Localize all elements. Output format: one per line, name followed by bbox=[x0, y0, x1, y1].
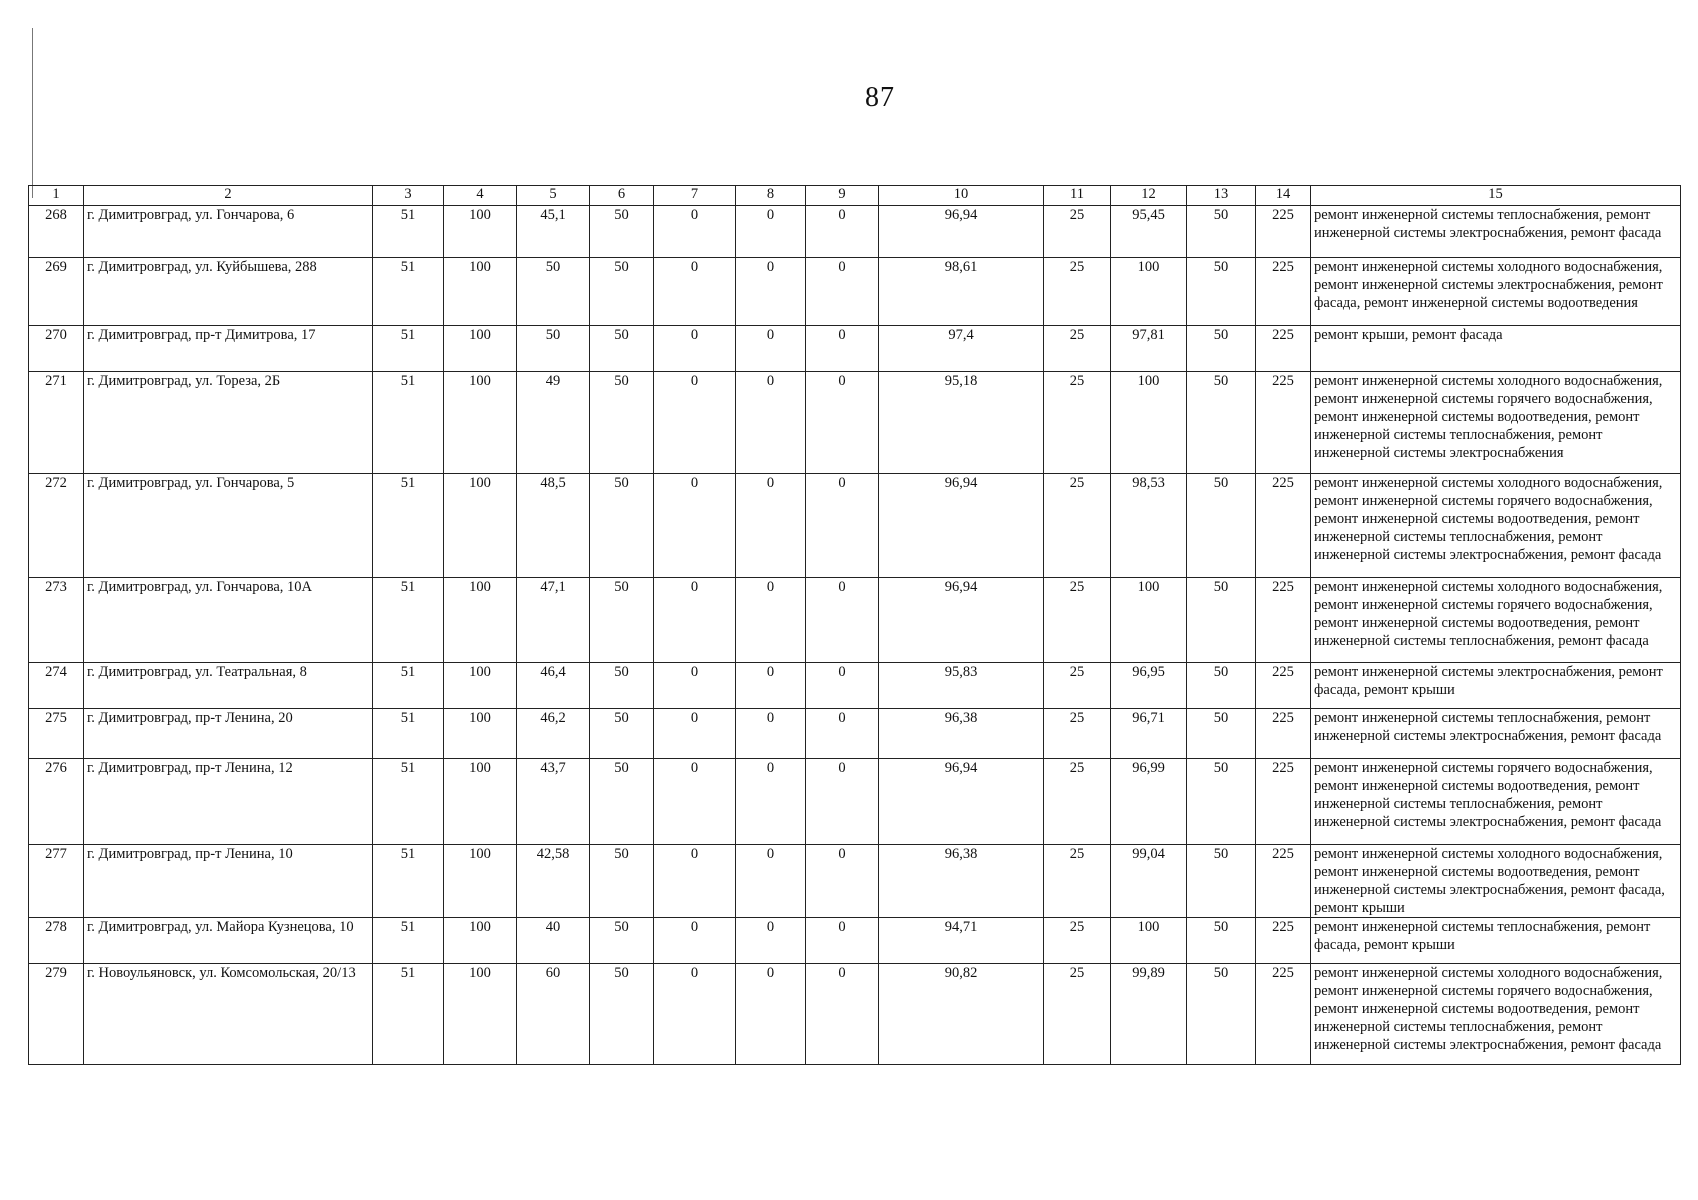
column-header: 14 bbox=[1256, 186, 1311, 206]
table-cell: 0 bbox=[654, 964, 736, 1065]
table-cell: 48,5 bbox=[517, 474, 590, 578]
table-cell: г. Димитровград, ул. Гончарова, 6 bbox=[84, 206, 373, 258]
table-cell: 50 bbox=[590, 845, 654, 918]
table-cell: 45,1 bbox=[517, 206, 590, 258]
table-cell: 0 bbox=[736, 964, 806, 1065]
table-cell: 50 bbox=[590, 964, 654, 1065]
table-cell: 25 bbox=[1044, 759, 1111, 845]
table-cell: г. Димитровград, пр-т Ленина, 12 bbox=[84, 759, 373, 845]
table-cell: 25 bbox=[1044, 663, 1111, 709]
table-cell: 0 bbox=[736, 845, 806, 918]
table-cell: 0 bbox=[736, 372, 806, 474]
table-cell: ремонт инженерной системы теплоснабжения, ремонт фасада, ремонт крыши bbox=[1311, 918, 1681, 964]
table-cell: 96,94 bbox=[879, 474, 1044, 578]
table-cell: 100 bbox=[444, 709, 517, 759]
table-row bbox=[29, 964, 1681, 1065]
table-cell: 25 bbox=[1044, 578, 1111, 663]
table-cell: 225 bbox=[1256, 918, 1311, 964]
table-cell: 100 bbox=[1111, 372, 1187, 474]
table-cell: 51 bbox=[373, 709, 444, 759]
table-cell: 25 bbox=[1044, 845, 1111, 918]
table-cell: 274 bbox=[29, 663, 84, 709]
column-header: 2 bbox=[84, 186, 373, 206]
table-cell: 50 bbox=[1187, 474, 1256, 578]
column-header: 11 bbox=[1044, 186, 1111, 206]
table-cell: 0 bbox=[806, 663, 879, 709]
table-cell: 0 bbox=[654, 474, 736, 578]
table-cell: 25 bbox=[1044, 372, 1111, 474]
table-cell: 50 bbox=[517, 326, 590, 372]
table-cell: 90,82 bbox=[879, 964, 1044, 1065]
table-cell: 95,83 bbox=[879, 663, 1044, 709]
table-cell: 50 bbox=[1187, 759, 1256, 845]
table-cell: 0 bbox=[806, 326, 879, 372]
table-cell: 96,94 bbox=[879, 759, 1044, 845]
table-cell: 0 bbox=[654, 372, 736, 474]
table-cell: 100 bbox=[444, 372, 517, 474]
data-table bbox=[28, 185, 1681, 1065]
table-cell: 0 bbox=[654, 918, 736, 964]
table-cell: 100 bbox=[444, 206, 517, 258]
table-cell: 50 bbox=[1187, 709, 1256, 759]
table-cell: 0 bbox=[736, 474, 806, 578]
table-row bbox=[29, 709, 1681, 759]
table-cell: 269 bbox=[29, 258, 84, 326]
table-cell: 225 bbox=[1256, 709, 1311, 759]
table-cell: 225 bbox=[1256, 474, 1311, 578]
table-cell: 0 bbox=[654, 326, 736, 372]
table-cell: 46,2 bbox=[517, 709, 590, 759]
table-cell: 25 bbox=[1044, 258, 1111, 326]
table-cell: 51 bbox=[373, 578, 444, 663]
table-cell: 0 bbox=[654, 759, 736, 845]
table-cell: г. Димитровград, ул. Майора Кузнецова, 10 bbox=[84, 918, 373, 964]
table-cell: 51 bbox=[373, 206, 444, 258]
table-cell: г. Димитровград, ул. Гончарова, 10А bbox=[84, 578, 373, 663]
table-row bbox=[29, 474, 1681, 578]
table-cell: 100 bbox=[444, 326, 517, 372]
table-cell: 50 bbox=[1187, 326, 1256, 372]
column-header: 4 bbox=[444, 186, 517, 206]
column-header: 8 bbox=[736, 186, 806, 206]
table-cell: 0 bbox=[806, 709, 879, 759]
table-cell: 51 bbox=[373, 372, 444, 474]
table-cell: 25 bbox=[1044, 474, 1111, 578]
table-cell: 50 bbox=[1187, 372, 1256, 474]
table-cell: 276 bbox=[29, 759, 84, 845]
table-cell: 51 bbox=[373, 845, 444, 918]
table-cell: 25 bbox=[1044, 326, 1111, 372]
table-cell: 0 bbox=[654, 709, 736, 759]
table-cell: 271 bbox=[29, 372, 84, 474]
table-cell: 100 bbox=[444, 845, 517, 918]
table-cell: 100 bbox=[444, 964, 517, 1065]
table-cell: 25 bbox=[1044, 918, 1111, 964]
table-cell: 270 bbox=[29, 326, 84, 372]
table-cell: 100 bbox=[1111, 258, 1187, 326]
column-header: 6 bbox=[590, 186, 654, 206]
table-cell: 25 bbox=[1044, 709, 1111, 759]
table-cell: 51 bbox=[373, 918, 444, 964]
table-cell: 51 bbox=[373, 258, 444, 326]
table-cell: 50 bbox=[1187, 845, 1256, 918]
table-cell: 96,38 bbox=[879, 845, 1044, 918]
column-header: 5 bbox=[517, 186, 590, 206]
table-cell: 49 bbox=[517, 372, 590, 474]
table-row bbox=[29, 578, 1681, 663]
table-cell: 97,4 bbox=[879, 326, 1044, 372]
table-cell: 96,94 bbox=[879, 578, 1044, 663]
table-cell: г. Димитровград, пр-т Димитрова, 17 bbox=[84, 326, 373, 372]
table-cell: 95,18 bbox=[879, 372, 1044, 474]
table-cell: 43,7 bbox=[517, 759, 590, 845]
table-cell: 50 bbox=[590, 206, 654, 258]
table-cell: г. Новоульяновск, ул. Комсомольская, 20/13 bbox=[84, 964, 373, 1065]
table-cell: 225 bbox=[1256, 326, 1311, 372]
table-cell: ремонт инженерной системы холодного водоснабжения, ремонт инженерной системы горячего водоснабжения, ремонт инженерной системы водоотведения, ремонт инженерной системы теплоснабжения, ремонт фасада bbox=[1311, 578, 1681, 663]
table-cell: 50 bbox=[590, 709, 654, 759]
table-cell: 0 bbox=[806, 964, 879, 1065]
table-cell: 50 bbox=[590, 372, 654, 474]
table-cell: 50 bbox=[590, 759, 654, 845]
header-row bbox=[29, 186, 1681, 206]
table-cell: 96,99 bbox=[1111, 759, 1187, 845]
table-cell: 47,1 bbox=[517, 578, 590, 663]
table-cell: 50 bbox=[590, 578, 654, 663]
table-cell: 50 bbox=[1187, 578, 1256, 663]
table-cell: 98,61 bbox=[879, 258, 1044, 326]
table-cell: 0 bbox=[736, 759, 806, 845]
table-cell: 100 bbox=[444, 474, 517, 578]
table-cell: 99,89 bbox=[1111, 964, 1187, 1065]
table-cell: 100 bbox=[444, 918, 517, 964]
table-cell: 96,38 bbox=[879, 709, 1044, 759]
table-cell: г. Димитровград, пр-т Ленина, 20 bbox=[84, 709, 373, 759]
table-cell: 268 bbox=[29, 206, 84, 258]
table-cell: 0 bbox=[654, 258, 736, 326]
table-cell: 25 bbox=[1044, 206, 1111, 258]
table-cell: г. Димитровград, пр-т Ленина, 10 bbox=[84, 845, 373, 918]
column-header: 7 bbox=[654, 186, 736, 206]
table-cell: 97,81 bbox=[1111, 326, 1187, 372]
table-row bbox=[29, 372, 1681, 474]
table-cell: 0 bbox=[806, 474, 879, 578]
table-cell: 51 bbox=[373, 474, 444, 578]
table-cell: 0 bbox=[736, 709, 806, 759]
table-cell: 0 bbox=[736, 578, 806, 663]
table-cell: 46,4 bbox=[517, 663, 590, 709]
table-row bbox=[29, 258, 1681, 326]
table-cell: 0 bbox=[806, 206, 879, 258]
table-cell: 50 bbox=[1187, 663, 1256, 709]
table-cell: 0 bbox=[806, 845, 879, 918]
table-cell: ремонт крыши, ремонт фасада bbox=[1311, 326, 1681, 372]
table-row bbox=[29, 759, 1681, 845]
page-number: 87 bbox=[865, 82, 895, 113]
table-cell: 50 bbox=[590, 258, 654, 326]
table-cell: 99,04 bbox=[1111, 845, 1187, 918]
table-cell: 0 bbox=[736, 918, 806, 964]
table-cell: 0 bbox=[654, 578, 736, 663]
table-cell: 98,53 bbox=[1111, 474, 1187, 578]
table-cell: 225 bbox=[1256, 845, 1311, 918]
table-cell: 51 bbox=[373, 759, 444, 845]
table-cell: 0 bbox=[654, 845, 736, 918]
table-cell: ремонт инженерной системы теплоснабжения, ремонт инженерной системы электроснабжения, ремонт фасада bbox=[1311, 709, 1681, 759]
table-cell: 225 bbox=[1256, 663, 1311, 709]
table-cell: 50 bbox=[1187, 206, 1256, 258]
table-cell: 0 bbox=[654, 663, 736, 709]
table-cell: 225 bbox=[1256, 258, 1311, 326]
table-cell: 51 bbox=[373, 326, 444, 372]
table-cell: 42,58 bbox=[517, 845, 590, 918]
table-cell: 0 bbox=[806, 578, 879, 663]
table-cell: 50 bbox=[590, 474, 654, 578]
table-cell: 50 bbox=[590, 918, 654, 964]
table-cell: 100 bbox=[444, 578, 517, 663]
table-cell: 100 bbox=[444, 258, 517, 326]
table-cell: 225 bbox=[1256, 206, 1311, 258]
column-header: 13 bbox=[1187, 186, 1256, 206]
table-cell: ремонт инженерной системы теплоснабжения, ремонт инженерной системы электроснабжения, ремонт фасада bbox=[1311, 206, 1681, 258]
table-cell: ремонт инженерной системы холодного водоснабжения, ремонт инженерной системы горячего водоснабжения, ремонт инженерной системы водоотведения, ремонт инженерной системы теплоснабжения, ремонт инженерной системы электроснабжения, ремонт фасада bbox=[1311, 474, 1681, 578]
table-cell: 0 bbox=[654, 206, 736, 258]
column-header: 15 bbox=[1311, 186, 1681, 206]
table-cell: г. Димитровград, ул. Гончарова, 5 bbox=[84, 474, 373, 578]
table-cell: 51 bbox=[373, 663, 444, 709]
column-header: 12 bbox=[1111, 186, 1187, 206]
table-cell: 96,94 bbox=[879, 206, 1044, 258]
table-row bbox=[29, 845, 1681, 918]
table-cell: 96,71 bbox=[1111, 709, 1187, 759]
table-cell: 25 bbox=[1044, 964, 1111, 1065]
table-cell: г. Димитровград, ул. Театральная, 8 bbox=[84, 663, 373, 709]
table-cell: 60 bbox=[517, 964, 590, 1065]
table-cell: 0 bbox=[736, 258, 806, 326]
column-header: 1 bbox=[29, 186, 84, 206]
table-cell: 0 bbox=[736, 663, 806, 709]
column-header: 9 bbox=[806, 186, 879, 206]
table-cell: 0 bbox=[806, 258, 879, 326]
table-cell: 225 bbox=[1256, 759, 1311, 845]
table-cell: 273 bbox=[29, 578, 84, 663]
table-row bbox=[29, 918, 1681, 964]
column-header: 10 bbox=[879, 186, 1044, 206]
table-cell: 100 bbox=[1111, 918, 1187, 964]
table-cell: 96,95 bbox=[1111, 663, 1187, 709]
table-cell: 95,45 bbox=[1111, 206, 1187, 258]
table-cell: ремонт инженерной системы электроснабжения, ремонт фасада, ремонт крыши bbox=[1311, 663, 1681, 709]
table-cell: 50 bbox=[590, 326, 654, 372]
table-cell: 272 bbox=[29, 474, 84, 578]
table-row bbox=[29, 206, 1681, 258]
table-cell: 40 bbox=[517, 918, 590, 964]
table-cell: ремонт инженерной системы холодного водоснабжения, ремонт инженерной системы горячего водоснабжения, ремонт инженерной системы водоотведения, ремонт инженерной системы теплоснабжения, ремонт инженерной системы электроснабжения bbox=[1311, 372, 1681, 474]
table-cell: 277 bbox=[29, 845, 84, 918]
table-cell: 0 bbox=[806, 372, 879, 474]
table-row bbox=[29, 663, 1681, 709]
table-cell: 50 bbox=[517, 258, 590, 326]
table-cell: 50 bbox=[590, 663, 654, 709]
table-cell: 278 bbox=[29, 918, 84, 964]
table-cell: 51 bbox=[373, 964, 444, 1065]
table-cell: ремонт инженерной системы горячего водоснабжения, ремонт инженерной системы водоотведения, ремонт инженерной системы теплоснабжения, ремонт инженерной системы электроснабжения, ремонт фасада bbox=[1311, 759, 1681, 845]
table-cell: 0 bbox=[736, 326, 806, 372]
table-cell: 50 bbox=[1187, 258, 1256, 326]
table-cell: ремонт инженерной системы холодного водоснабжения, ремонт инженерной системы водоотведения, ремонт инженерной системы электроснабжения, ремонт фасада, ремонт крыши bbox=[1311, 845, 1681, 918]
table-cell: ремонт инженерной системы холодного водоснабжения, ремонт инженерной системы электроснабжения, ремонт фасада, ремонт инженерной системы водоотведения bbox=[1311, 258, 1681, 326]
table-cell: г. Димитровград, ул. Куйбышева, 288 bbox=[84, 258, 373, 326]
table-cell: 94,71 bbox=[879, 918, 1044, 964]
table-cell: 100 bbox=[1111, 578, 1187, 663]
table-cell: 50 bbox=[1187, 964, 1256, 1065]
table-cell: 225 bbox=[1256, 372, 1311, 474]
column-header: 3 bbox=[373, 186, 444, 206]
table-cell: 100 bbox=[444, 759, 517, 845]
table-cell: г. Димитровград, ул. Тореза, 2Б bbox=[84, 372, 373, 474]
table-cell: 100 bbox=[444, 663, 517, 709]
table-cell: 225 bbox=[1256, 964, 1311, 1065]
table-cell: 275 bbox=[29, 709, 84, 759]
table-cell: 0 bbox=[806, 918, 879, 964]
table-cell: 0 bbox=[806, 759, 879, 845]
table-row bbox=[29, 326, 1681, 372]
table-cell: 279 bbox=[29, 964, 84, 1065]
table-cell: ремонт инженерной системы холодного водоснабжения, ремонт инженерной системы горячего водоснабжения, ремонт инженерной системы водоотведения, ремонт инженерной системы теплоснабжения, ремонт инженерной системы электроснабжения, ремонт фасада bbox=[1311, 964, 1681, 1065]
table-cell: 0 bbox=[736, 206, 806, 258]
table-cell: 50 bbox=[1187, 918, 1256, 964]
table-cell: 225 bbox=[1256, 578, 1311, 663]
table-body bbox=[29, 206, 1681, 1065]
